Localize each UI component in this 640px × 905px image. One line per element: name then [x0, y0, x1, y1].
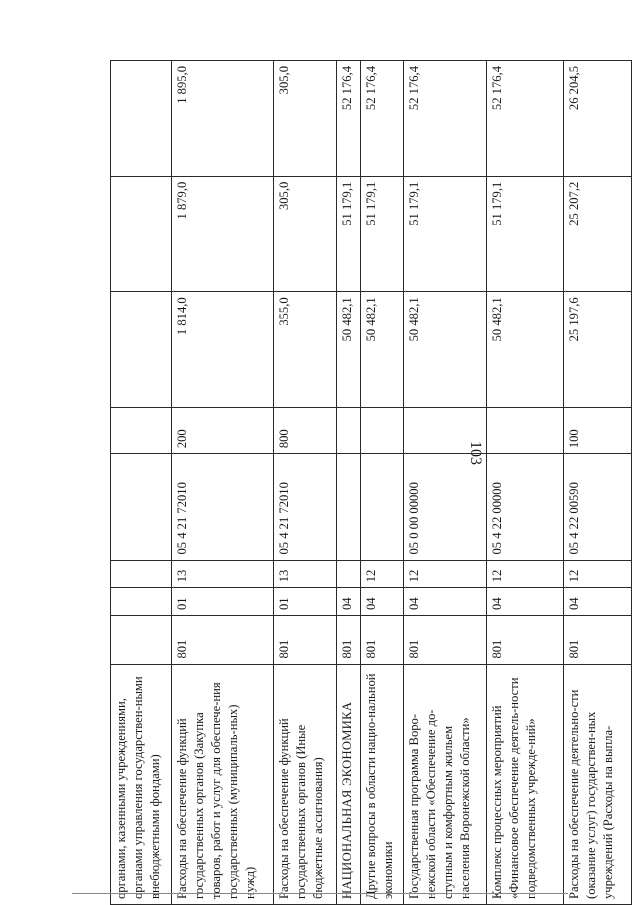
cell-description: Расходы на обеспечение деятельно-сти (оказание услуг) государствен-ных учреждений (Расходы на выпла- [563, 664, 631, 904]
cell-grbs: 801 [274, 615, 337, 664]
table-row [403, 61, 486, 905]
cell-section [111, 588, 172, 616]
table-row [336, 61, 360, 905]
cell-subsection: 12 [563, 560, 631, 588]
cell-amount-year2: 305,0 [274, 176, 337, 292]
page-number: 103 [467, 441, 484, 465]
cell-target-item: 05 4 21 72010 [172, 454, 274, 560]
cell-amount-year3: 52 176,4 [361, 61, 404, 177]
cell-amount-year1: 50 482,1 [361, 292, 404, 408]
cell-section: 01 [172, 588, 274, 616]
cell-amount-year3: 1 895,0 [172, 61, 274, 177]
cell-subsection [336, 560, 360, 588]
cell-section: 04 [487, 588, 564, 616]
cell-expense-type: 100 [563, 407, 631, 453]
cell-expense-type [487, 407, 564, 453]
table-row [563, 61, 631, 905]
cell-grbs: 801 [487, 615, 564, 664]
cell-amount-year3 [111, 61, 172, 177]
cell-amount-year1: 1 814,0 [172, 292, 274, 408]
cell-amount-year3: 26 204,5 [563, 61, 631, 177]
cell-amount-year3: 52 176,4 [403, 61, 486, 177]
cell-description: Комплекс процессных мероприятий «Финансовое обеспечение деятель-ности подведомственных учрежде-ний» [487, 664, 564, 904]
cell-amount-year1: 355,0 [274, 292, 337, 408]
cell-amount-year3: 52 176,4 [336, 61, 360, 177]
cell-expense-type [403, 407, 486, 453]
cell-grbs: 801 [563, 615, 631, 664]
cell-amount-year3: 52 176,4 [487, 61, 564, 177]
table-row [361, 61, 404, 905]
cell-description: НАЦИОНАЛЬНАЯ ЭКОНОМИКА [336, 664, 360, 904]
rotated-table-container [110, 60, 632, 905]
cell-description: Другие вопросы в области нацио-нальной экономики [361, 664, 404, 904]
cell-amount-year2: 51 179,1 [403, 176, 486, 292]
cell-subsection: 13 [274, 560, 337, 588]
table-row [487, 61, 564, 905]
cell-amount-year1 [111, 292, 172, 408]
cell-target-item [336, 454, 360, 560]
cell-amount-year2: 51 179,1 [336, 176, 360, 292]
cell-grbs: 801 [172, 615, 274, 664]
cell-section: 04 [563, 588, 631, 616]
cell-target-item [111, 454, 172, 560]
cell-expense-type: 200 [172, 407, 274, 453]
cell-subsection: 13 [172, 560, 274, 588]
cell-expense-type [361, 407, 404, 453]
cell-grbs: 801 [361, 615, 404, 664]
cell-amount-year2: 51 179,1 [487, 176, 564, 292]
cell-description: органами, казенными учреждениями, органами управления государствен-ными внебюджетными фондами) [111, 664, 172, 904]
cell-target-item: 05 4 21 72010 [274, 454, 337, 560]
cell-expense-type: 800 [274, 407, 337, 453]
cell-section: 04 [336, 588, 360, 616]
cell-amount-year3: 305,0 [274, 61, 337, 177]
cell-grbs [111, 615, 172, 664]
cell-description: Государственная программа Воро-нежской области «Обеспечение до-ступным и комфортным жильем населения Воронежской области» [403, 664, 486, 904]
cell-amount-year1: 50 482,1 [336, 292, 360, 408]
cell-target-item: 05 0 00 00000 [403, 454, 486, 560]
cell-description: Расходы на обеспечение функций государственных органов (Иные бюджетные ассигнования) [274, 664, 337, 904]
cell-amount-year1: 25 197,6 [563, 292, 631, 408]
cell-amount-year2: 51 179,1 [361, 176, 404, 292]
cell-target-item: 05 4 22 00590 [563, 454, 631, 560]
cell-target-item: 05 4 22 00000 [487, 454, 564, 560]
table-row [172, 61, 274, 905]
cell-subsection [111, 560, 172, 588]
cell-description: Расходы на обеспечение функций государственных органов (Закупка товаров, работ и услуг для обеспече-ния государственных (муниципаль-ных) нужд) [172, 664, 274, 904]
cell-amount-year1: 50 482,1 [403, 292, 486, 408]
cell-amount-year2: 1 879,0 [172, 176, 274, 292]
cell-grbs: 801 [403, 615, 486, 664]
cell-subsection: 12 [361, 560, 404, 588]
cell-target-item [361, 454, 404, 560]
cell-expense-type [336, 407, 360, 453]
cell-section: 01 [274, 588, 337, 616]
cell-grbs: 801 [336, 615, 360, 664]
cell-section: 04 [361, 588, 404, 616]
cell-subsection: 12 [487, 560, 564, 588]
budget-table [110, 60, 632, 905]
cell-expense-type [111, 407, 172, 453]
cell-section: 04 [403, 588, 486, 616]
table-row [111, 61, 172, 905]
page-bottom-rule [72, 893, 568, 894]
cell-amount-year2 [111, 176, 172, 292]
cell-subsection: 12 [403, 560, 486, 588]
cell-amount-year1: 50 482,1 [487, 292, 564, 408]
table-row [274, 61, 337, 905]
cell-amount-year2: 25 207,2 [563, 176, 631, 292]
